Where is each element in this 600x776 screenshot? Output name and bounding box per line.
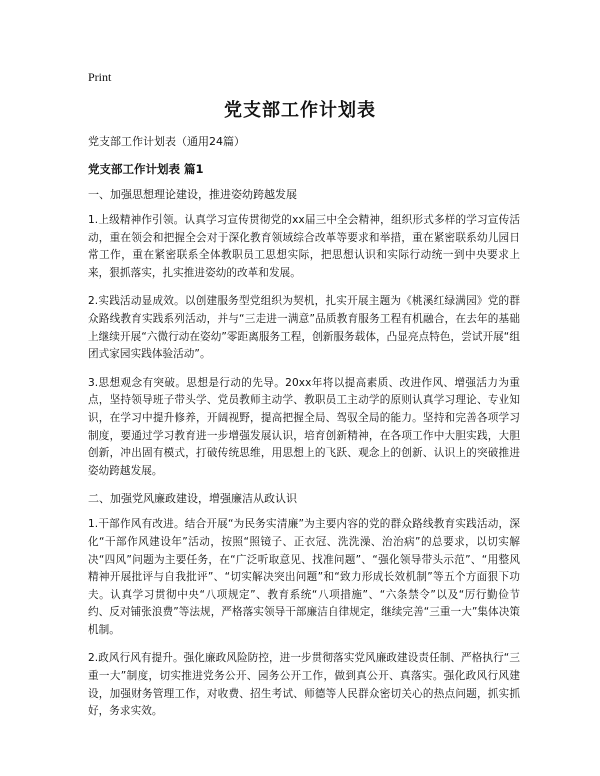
paragraph-2: 2.实践活动显成效。以创建服务型党组织为契机，扎实开展主题为《桃溪红绿满园》党的群众路线教育实践系列活动，并与“三走进一满意”品质教育服务工程有机融合，在去年的基础上继续开展“六微行动在姿幼”零距离服务工程，创新服务载体，凸显亮点特色，尝试开展“组团式家园实践体验活动”。 xyxy=(88,295,520,361)
paragraph-3: 3.思想观念有突破。思想是行动的先导。20xx年将以提高素质、改进作风、增强活力为重点，坚持领导班子带头学、党员教师主动学、教职员工主动学的原则认真学习理论、专业知识，在学习中提升修养，开阔视野，提高把握全局、驾驭全局的能力。坚持和完善各项学习制度，要通过学习教育进一步增强发展认识，培育创新精神，在各项工作中大胆实践，大胆创新，冲出固有模式，打破传统思维，用思想上的飞跃、观念上的创新、认识上的突破推进姿幼跨越发展。 xyxy=(88,376,520,477)
document-content xyxy=(88,134,520,732)
document-title: 党支部工作计划表 xyxy=(224,100,376,121)
heading-2: 二、加强党风廉政建设，增强廉洁从政认识 xyxy=(88,492,297,506)
document-subtitle: 党支部工作计划表（通用24篇） xyxy=(88,135,245,148)
section-title: 党支部工作计划表 篇1 xyxy=(88,162,204,176)
paragraph-5: 2.政风行风有提升。强化廉政风险防控，进一步贯彻落实党风廉政建设责任制、严格执行“三重一大”制度，切实推进党务公开、园务公开工作，做到真公开、真落实。强化政风行风建设，加强财务管理工作，对收费、招生考试、师德等人民群众密切关心的热点问题，抓实抓好，务求实效。 xyxy=(88,652,520,718)
heading-1: 一、加强思想理论建设，推进姿幼跨越发展 xyxy=(88,188,297,201)
paragraph-1: 1.上级精神作引领。认真学习宣传贯彻党的xx届三中全会精神，组织形式多样的学习宣传活动，重在领会和把握全会对于深化教育领域综合改革等要求和举措，重在紧密联系幼儿园日常工作，重在紧密联系全体教职员工思想实际，把思想认识和实际行动统一到中央要求上来，狠抓落实，扎实推进姿幼的改革和发展。 xyxy=(88,214,520,279)
paragraph-4: 1.干部作风有改进。结合开展“为民务实清廉”为主要内容的党的群众路线教育实践活动，深化“干部作风建设年”活动，按照“照镜子、正衣冠、洗洗澡、治治病”的总要求，以切实解决“四风”问题为主要任务，在“广泛听取意见、找准问题”、“强化领导带头示范”、“用整风精神开展批评与自我批评”、“切实解决突出问题”和“致力形成长效机制”等五个方面狠下功夫。认真学习贯彻中央“八项规定”、教育系统“八项措施”、“六条禁令”以及“厉行勤俭节约、反对铺张浪费”等法规，严格落实领导干部廉洁自律规定，继续完善“三重一大”集体决策机制。 xyxy=(88,518,520,636)
print-link[interactable]: Print xyxy=(88,70,112,84)
